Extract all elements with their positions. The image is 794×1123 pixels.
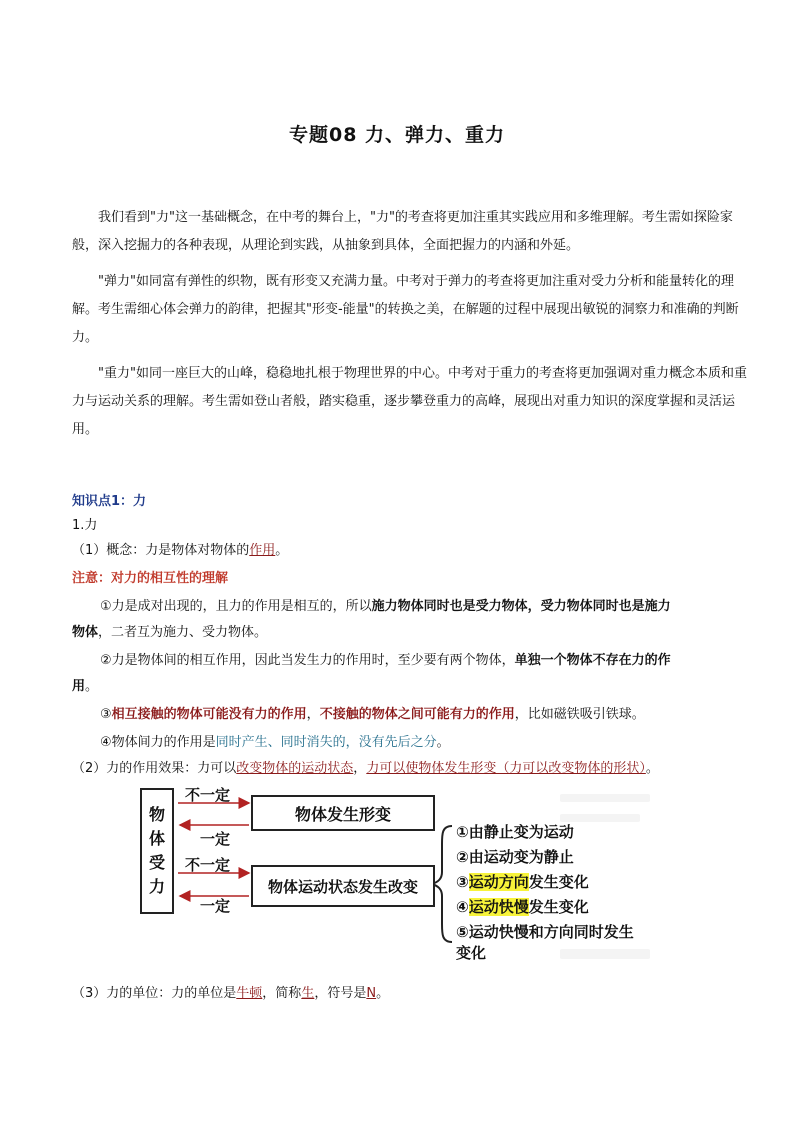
note-4-emphasis: 同时产生、同时消失的，没有先后之分 xyxy=(215,735,437,750)
unit-abbr: 生 xyxy=(301,986,315,1001)
effect-item-3-highlight: 运动方向 xyxy=(468,873,529,891)
note-3-red-1: 相互接触的物体可能没有力的作用 xyxy=(111,707,307,722)
motion-state-box xyxy=(251,865,435,907)
note-4-line xyxy=(100,733,450,753)
note-2-emphasis-cont: 用 xyxy=(72,679,86,694)
note-1-emphasis-cont: 物体 xyxy=(72,625,99,640)
page-title: 专题08 力、弹力、重力 xyxy=(288,124,506,146)
effect-item-2 xyxy=(456,846,574,867)
deformation-box xyxy=(251,795,435,831)
effect-item-5-cont: 变化 xyxy=(456,944,487,962)
concept-term: 作用 xyxy=(249,543,276,558)
note-1-text: ①力是成对出现的，且力的作用是相互的，所以 xyxy=(100,599,372,614)
note-3-red-2: 不接触的物体之间可能有力的作用 xyxy=(319,707,515,722)
concept-end: 。 xyxy=(275,543,289,558)
effect-item-2-text: ②由运动变为静止 xyxy=(456,848,574,866)
effect-item-1-text: ①由静止变为运动 xyxy=(456,823,574,841)
label-certain-bottom: 一定 xyxy=(200,897,231,915)
intro-paragraph-2: "弹力"如同富有弹性的织物，既有形变又充满力量。中考对于弹力的考查将更加注重对受力分析和能量转化的理解。考生需细心体会弹力的韵律，把握其"形变-能量"的转换之美，在解题的过程中展现出敏锐的洞察力和准确的判断力。 xyxy=(72,274,739,345)
concept-prefix: （1）概念：力是物体对物体的 xyxy=(72,543,250,558)
effect-item-5-text: ⑤运动快慢和方向同时发生 xyxy=(456,923,634,941)
deformation-box-label: 物体发生形变 xyxy=(294,804,391,824)
unit-abbr-label: ，简称 xyxy=(262,986,302,1001)
effect-term-1: 改变物体的运动状态 xyxy=(236,761,354,776)
effect-line xyxy=(72,759,659,779)
section-heading: 知识点1：力 xyxy=(72,494,147,509)
concept-line xyxy=(72,541,288,561)
effect-end: 。 xyxy=(645,761,659,776)
effect-item-4-number: ④ xyxy=(456,898,469,916)
unit-symbol-label: ，符号是 xyxy=(314,986,367,1001)
note-4-text: ④物体间力的作用是 xyxy=(100,735,216,750)
effect-item-4 xyxy=(456,896,589,917)
note-3-line xyxy=(100,705,645,725)
effect-item-1 xyxy=(456,821,574,842)
note-3-tail: ，比如磁铁吸引铁球。 xyxy=(514,707,645,722)
left-box xyxy=(140,788,174,914)
note-2-text: ②力是物体间的相互作用，因此当发生力的作用时，至少要有两个物体， xyxy=(100,653,515,668)
label-not-certain-top: 不一定 xyxy=(185,786,231,804)
unit-symbol: N xyxy=(366,986,377,1001)
effect-item-3-number: ③ xyxy=(456,873,469,891)
unit-line xyxy=(72,984,389,1004)
subsection-label: 1.力 xyxy=(72,518,98,533)
intro-paragraph-3: "重力"如同一座巨大的山峰，稳稳地扎根于物理世界的中心。中考对于重力的考查将更加强调对重力概念本质和重力与运动关系的理解。考生需如登山者般，踏实稳重，逐步攀登重力的高峰，展现出对重力知识的深度掌握和灵活运用。 xyxy=(72,366,747,437)
force-effect-diagram xyxy=(130,784,660,969)
effect-item-3 xyxy=(456,871,589,892)
unit-end: 。 xyxy=(376,986,390,1001)
note-1-line-2 xyxy=(72,623,267,643)
note-1-tail: ，二者互为施力、受力物体。 xyxy=(98,625,268,640)
note-4-tail: 。 xyxy=(436,735,450,750)
left-box-label: 物体受力 xyxy=(148,805,165,896)
note-1-line-1 xyxy=(100,597,671,617)
note-2-line-2 xyxy=(72,677,98,697)
note-2-tail: 。 xyxy=(85,679,99,694)
note-1-emphasis: 施力物体同时也是受力物体，受力物体同时也是施力 xyxy=(371,599,671,614)
intro-paragraph-1: 我们看到"力"这一基础概念，在中考的舞台上，"力"的考查将更加注重其实践应用和多维理解。考生需如探险家般，深入挖掘力的各种表现，从理论到实践，从抽象到具体，全面把握力的内涵和外延。 xyxy=(72,210,733,253)
effect-item-4-suffix: 发生变化 xyxy=(528,898,589,916)
note-3-comma: ， xyxy=(306,707,320,722)
motion-state-box-label: 物体运动状态发生改变 xyxy=(267,877,418,896)
effect-term-2: 力可以使物体发生形变（力可以改变物体的形状） xyxy=(366,761,646,776)
unit-name: 牛顿 xyxy=(236,986,263,1001)
effect-prefix: （2）力的作用效果：力可以 xyxy=(72,761,237,776)
unit-prefix: （3）力的单位：力的单位是 xyxy=(72,986,237,1001)
effect-item-3-suffix: 发生变化 xyxy=(528,873,589,891)
label-not-certain-bottom: 不一定 xyxy=(185,856,231,874)
effect-item-4-highlight: 运动快慢 xyxy=(468,898,529,916)
label-certain-top: 一定 xyxy=(200,830,231,848)
note-3-number: ③ xyxy=(100,707,112,722)
note-label: 注意：对力的相互性的理解 xyxy=(72,571,229,586)
note-2-emphasis: 单独一个物体不存在力的作 xyxy=(514,653,671,668)
effect-item-5 xyxy=(456,921,634,942)
effect-comma: ， xyxy=(353,761,367,776)
note-2-line-1 xyxy=(100,651,671,671)
brace xyxy=(432,826,452,942)
